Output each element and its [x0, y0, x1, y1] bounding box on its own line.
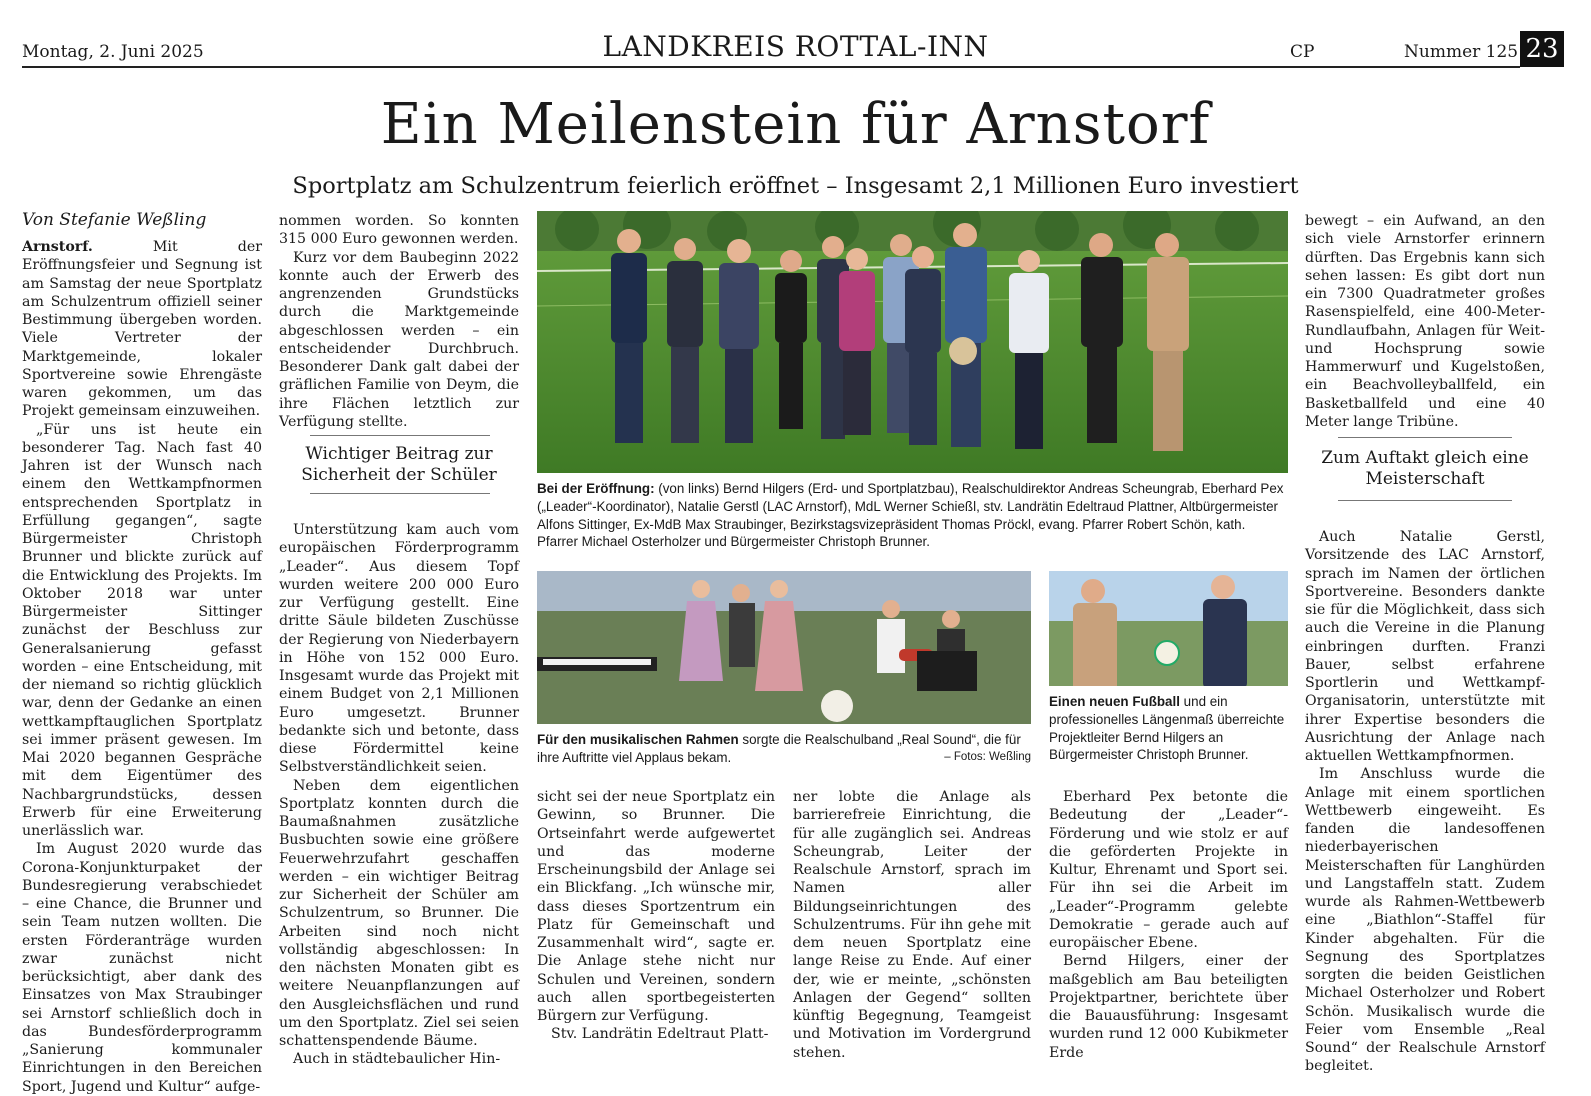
headline: Ein Meilenstein für Arnstorf — [380, 92, 1211, 157]
byline: Von Stefanie Weßling — [22, 210, 207, 230]
photo-credit: – Fotos: Weßling — [944, 751, 1031, 763]
page-number: 23 — [1520, 31, 1564, 67]
band-photo — [537, 571, 1031, 724]
article-column-2b — [279, 521, 519, 1069]
article-column-4 — [793, 788, 1031, 1062]
football-photo-image — [1049, 571, 1288, 686]
article-column-6b — [1305, 528, 1545, 1076]
paragraph: Auch in städtebaulicher Hin- — [293, 1051, 501, 1068]
paragraph: Bernd Hilgers, einer der maßgeblich am Bau beteiligten Projektpartner, berichtete über die Bauausführung: Insgesamt wurden rund 12 000 Kubikmeter Erde — [1049, 953, 1288, 1061]
subhead-rule — [310, 435, 490, 436]
issue-number: Nummer 125 — [1404, 42, 1519, 62]
paragraph: Eberhard Pex betonte die Bedeutung der „Leader“-Förderung und wie stolz er auf die geförderten Projekte in Kultur, Ehrenamt und Sport sei. Für ihn sei die Arbeit im „Leader“-Programm gelebte Demokratie – gerade auch auf europäischer Ebene. — [1049, 789, 1288, 951]
edition-code: CP — [1290, 42, 1315, 62]
paragraph: Im Anschluss wurde die Anlage mit einem sportlichen Wettbewerb eingeweiht. Es fanden die landesoffenen niederbayerischen Meisterschaften für Langhürden und Langstaffeln statt. Zudem wurde als Rahmen-Wettbewerb eine „Biathlon“-Staffel für Kinder abgehalten. Für die Segnung des Sportplatzes sorgten die beiden Geistlichen Michael Osterholzer und Robert Schön. Musikalisch wurde die Feier vom Ensemble „Real Sound“ der Realschule Arnstorf begleitet. — [1305, 766, 1545, 1075]
subhead-rule — [1338, 500, 1512, 501]
article-column-5 — [1049, 788, 1288, 1062]
paragraph: Arnstorf. Mit der Eröffnungsfeier und Segnung ist am Samstag der neue Sportplatz am Schulzentrum offiziell seiner Bestimmung übergeben worden. Viele Vertreter der Marktgemeinde, lokaler Sportvereine sowie Ehrengäste waren gekommen, um das Projekt gemeinsam einzuweihen. — [22, 239, 262, 420]
subhead-security: Wichtiger Beitrag zur Sicherheit der Schüler — [301, 444, 497, 485]
group-photo-image — [537, 211, 1288, 473]
subheadline: Sportplatz am Schulzentrum feierlich eröffnet – Insgesamt 2,1 Millionen Euro investiert — [292, 173, 1299, 199]
dateline: Arnstorf. — [22, 239, 93, 255]
caption-lead: Für den musikalischen Rahmen — [537, 732, 739, 747]
paragraph: Kurz vor dem Baubeginn 2022 konnte auch der Erwerb des angrenzenden Grundstücks durch die Marktgemeinde abgeschlossen werden – ein entscheidender Durchbruch. Besonderer Dank galt dabei der gräflichen Familie von Deym, die ihre Flächen letztlich zur Verfügung stellte. — [279, 249, 519, 430]
article-column-1 — [22, 238, 262, 1096]
issue-date: Montag, 2. Juni 2025 — [22, 42, 204, 62]
article-column-2a — [279, 212, 519, 431]
subhead-championship: Zum Auftakt gleich eine Meisterschaft — [1321, 448, 1529, 489]
paragraph: nommen worden. So konnten 315 000 Euro gewonnen werden. — [279, 213, 519, 248]
paragraph: sicht sei der neue Sportplatz ein Gewinn, so Brunner. Die Ortseinfahrt werde aufgewertet und das moderne Erscheinungsbild der Anlage sei ein Blickfang. „Ich wünsche mir, dass dieses Sportzentrum ein Platz für Gemeinschaft und Zusammenhalt wird“, sagte er. Die Anlage stehe nicht nur Schulen und Vereinen, sondern auch allen sportbegeisterten Bürgern zur Verfügung. — [537, 789, 775, 1024]
paragraph: Neben dem eigentlichen Sportplatz konnten durch die Baumaßnahmen zusätzliche Busbuchten sowie eine größere Feuerwehrzufahrt geschaffen werden – ein wichtiger Beitrag zur Sicherheit der Schüler am Schulzentrum, so Brunner. Die Arbeiten sind noch nicht vollständig abgeschlossen: In den nächsten Monaten gibt es weitere Neuanpflanzungen auf den Ausgleichsflächen und rund um den Sportplatz. Ziel sei seien schattenspendende Bäume. — [279, 777, 519, 1049]
paragraph: Auch Natalie Gerstl, Vorsitzende des LAC Arnstorf, sprach im Namen der örtlichen Sportvereine. Besonders dankte sie für die Möglichkeit, dass sich auch die Vereine in die Planung einbringen durften. Franzi Bauer, selbst erfahrene Sportlerin und Wettkampf-Organisatorin, unterstützte mit ihrer Expertise besonders die Ausrichtung der Anlage nach aktuellen Wettkampfnormen. — [1305, 529, 1545, 764]
caption-lead: Bei der Eröffnung: — [537, 481, 655, 496]
photo-caption-band: Für den musikalischen Rahmen sorgte die Realschulband „Real Sound“, die für ihre Auftritte viel Applaus bekam. — [537, 732, 1021, 765]
football-photo — [1049, 571, 1288, 686]
subhead-rule — [1338, 437, 1512, 438]
article-column-3 — [537, 788, 775, 1044]
group-photo — [537, 211, 1288, 473]
section-title: LANDKREIS ROTTAL-INN — [602, 30, 989, 63]
caption-lead: Einen neuen Fußball — [1049, 694, 1180, 709]
photo-caption-main: Bei der Eröffnung: (von links) Bernd Hilgers (Erd- und Sportplatzbau), Realschuldirektor Andreas Scheungrab, Eberhard Pex („Leader“-Koordinator), Natalie Gerstl (LAC Arnstorf), MdL Werner Schießl, stv. Landrätin Edeltraud Plattner, Altbürgermeister Alfons Sittinger, Ex-MdB Max Straubinger, Bezirkstagsvizepräsident Thomas Pröckl, evang. Pfarrer Robert Schön, kath. Pfarrer Michael Osterholzer und Bürgermeister Christoph Brunner. — [537, 481, 1284, 550]
article-column-6a — [1305, 212, 1545, 431]
paragraph: bewegt – ein Aufwand, an den sich viele Arnstorfer erinnern dürften. Das Ergebnis kann sich sehen lassen: Es gibt dort nun ein 7300 Quadratmeter großes Rasenspielfeld, eine 400-Meter-Rundlaufbahn, Anlagen für Weit- und Hochsprung sowie Hammerwurf und Kugelstoßen, ein Beachvolleyballfeld, ein Basketballfeld und eine 40 Meter lange Tribüne. — [1305, 213, 1545, 430]
band-photo-image — [537, 571, 1031, 724]
photo-caption-ball: Einen neuen Fußball und ein professionelles Längenmaß überreichte Projektleiter Bernd Hilgers an Bürgermeister Christoph Brunner. — [1049, 694, 1285, 763]
paragraph: Stv. Landrätin Edeltraut Platt- — [551, 1026, 769, 1043]
header-rule — [22, 66, 1520, 68]
paragraph: ner lobte die Anlage als barrierefreie Einrichtung, die für alle zugänglich sei. Andreas Scheungrab, Leiter der Realschule Arnstorf, sprach im Namen aller Bildungseinrichtungen des Schulzentrums. Für ihn gehe mit dem neuen Sportplatz eine lange Reise zu Ende. Auf einer der, wie er meinte, „schönsten Anlagen der Gegend“ sollten künftig Begegnung, Teamgeist und Motivation im Vordergrund stehen. — [793, 789, 1031, 1061]
paragraph: Unterstützung kam auch vom europäischen Förderprogramm „Leader“. Aus diesem Topf wurden weitere 200 000 Euro zur Verfügung gestellt. Eine dritte Säule bildeten Zuschüsse der Regierung von Niederbayern in Höhe von 152 000 Euro. Insgesamt wurde das Projekt mit einem Budget von 2,1 Millionen Euro umgesetzt. Brunner bedankte sich und betonte, dass diese Fördermittel keine Selbstverständlichkeit seien. — [279, 522, 519, 776]
paragraph: Im August 2020 wurde das Corona-Konjunkturpaket der Bundesregierung verabschiedet – eine Chance, die Brunner und sein Team nutzen wollten. Die ersten Förderanträge wurden zwar zunächst nicht berücksichtigt, aber dank des Einsatzes von Max Straubinger sei Arnstorf schließlich doch in das Bundesförderprogramm „Sanierung kommunaler Einrichtungen in den Bereichen Sport, Jugend und Kultur“ aufge- — [22, 841, 262, 1095]
subhead-rule — [310, 493, 490, 494]
paragraph: „Für uns ist heute ein besonderer Tag. Nach fast 40 Jahren ist der Wunsch nach einem den Wettkampfnormen entsprechenden Sportplatz in Erfüllung gegangen“, sagte Bürgermeister Christoph Brunner und blickte zurück auf die Entwicklung des Projekts. Im Oktober 2018 war unter Bürgermeister Sittinger zunächst der Beschluss zur Generalsanierung gefasst worden – eine Entscheidung, mit der niemand so richtig glücklich war, denn der Gedanke an einen wettkampftauglichen Sportplatz sei immer präsent gewesen. Im Mai 2020 begannen Gespräche mit dem Eigentümer des Nachbargrundstücks, dessen Erwerb für eine Erweiterung unerlässlich war. — [22, 421, 262, 839]
